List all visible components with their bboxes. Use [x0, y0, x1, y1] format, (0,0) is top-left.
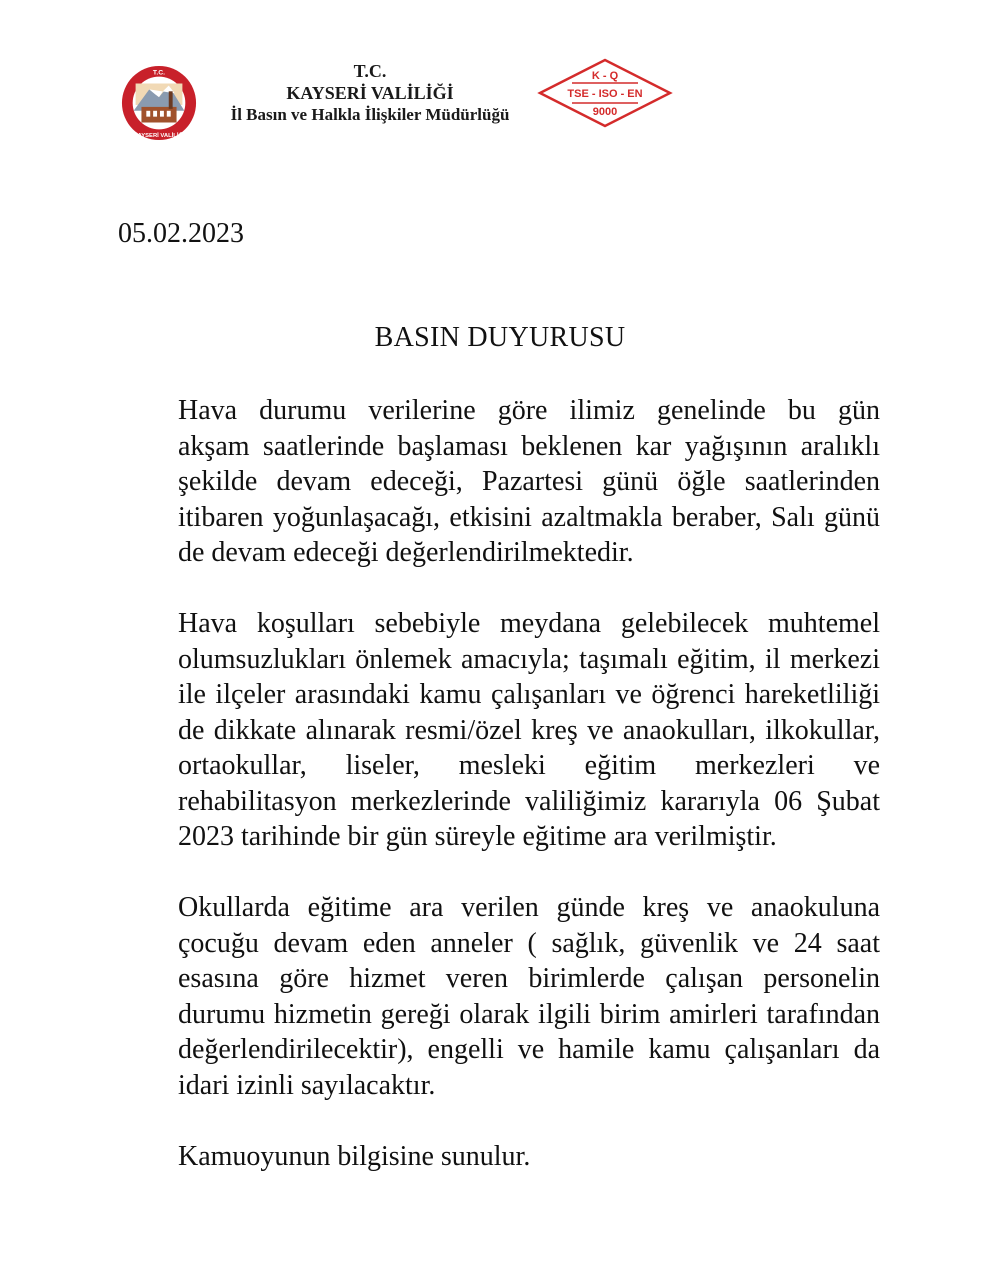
organization-block [200, 60, 540, 126]
org-line-governorship: KAYSERİ VALİLİĞİ [286, 83, 454, 103]
quality-mark-standard: TSE - ISO - EN [567, 88, 643, 100]
document-date: 05.02.2023 [118, 218, 244, 249]
paragraph-line: akşam saatlerinde başlaması beklenen kar yağışının aralıklı [178, 430, 880, 462]
tse-iso-quality-mark-icon [536, 56, 674, 130]
kayseri-governorship-seal-icon [120, 64, 198, 142]
paragraph-administrative-leave [118, 890, 880, 1103]
paragraph-line: ile ilçeler arasındaki kamu çalışanları ve öğrenci hareketliliği [178, 679, 880, 710]
paragraph-line: rehabilitasyon merkezlerinde valiliğimiz kararıyla 06 Şubat [178, 785, 880, 817]
quality-mark-kq: K - Q [591, 70, 619, 82]
paragraph-line: Okullarda eğitime ara verilen günde kreş ve anaokuluna [178, 892, 880, 923]
closing-statement: Kamuoyunun bilgisine sunulur. [178, 1140, 531, 1172]
document-title: BASIN DUYURUSU [374, 322, 626, 353]
document-body [118, 393, 880, 1210]
paragraph-weather [118, 393, 880, 571]
paragraph-line: ortaokullar, liseler, mesleki eğitim merkezleri ve [178, 750, 880, 781]
paragraph-line: Hava durumu verilerine göre ilimiz genelinde bu gün [178, 395, 880, 426]
org-line-directorate: İl Basın ve Halkla İlişkiler Müdürlüğü [230, 105, 510, 124]
org-line-tc: T.C. [353, 61, 387, 81]
paragraph-line: 2023 tarihinde bir gün süreyle eğitime ara verilmiştir. [178, 821, 777, 852]
paragraph-line: durumu hizmetin gereği olarak ilgili birim amirleri tarafından [178, 998, 880, 1030]
paragraph-line: şekilde devam edeceği, Pazartesi günü öğle saatlerinden [178, 466, 880, 497]
paragraph-line: olumsuzlukları önlemek amacıyla; taşımalı eğitim, il merkezi [178, 643, 880, 675]
seal-text-bottom: KAYSERİ VALİLİĞİ [133, 133, 185, 140]
paragraph-line: Hava koşulları sebebiyle meydana gelebilecek muhtemel [178, 608, 880, 639]
paragraph-line: esasına göre hizmet veren birimlerde çalışan personelin [178, 963, 880, 994]
paragraph-line: itibaren yoğunlaşacağı, etkisini azaltmakla beraber, Salı günü [178, 501, 880, 533]
seal-text-top: T.C. [152, 69, 166, 77]
quality-mark-number: 9000 [592, 106, 618, 118]
paragraph-line: idari izinli sayılacaktır. [178, 1069, 436, 1101]
paragraph-school-closure [118, 606, 880, 855]
letterhead [0, 0, 1000, 160]
paragraph-line: de devam edeceği değerlendirilmektedir. [178, 537, 634, 568]
paragraph-line: çocuğu devam eden anneler ( sağlık, güvenlik ve 24 saat [178, 927, 880, 959]
paragraph-line: de dikkate alınarak resmi/özel kreş ve anaokulları, ilkokullar, [178, 714, 880, 746]
paragraph-line: değerlendirilecektir), engelli ve hamile kamu çalışanları da [178, 1034, 880, 1065]
